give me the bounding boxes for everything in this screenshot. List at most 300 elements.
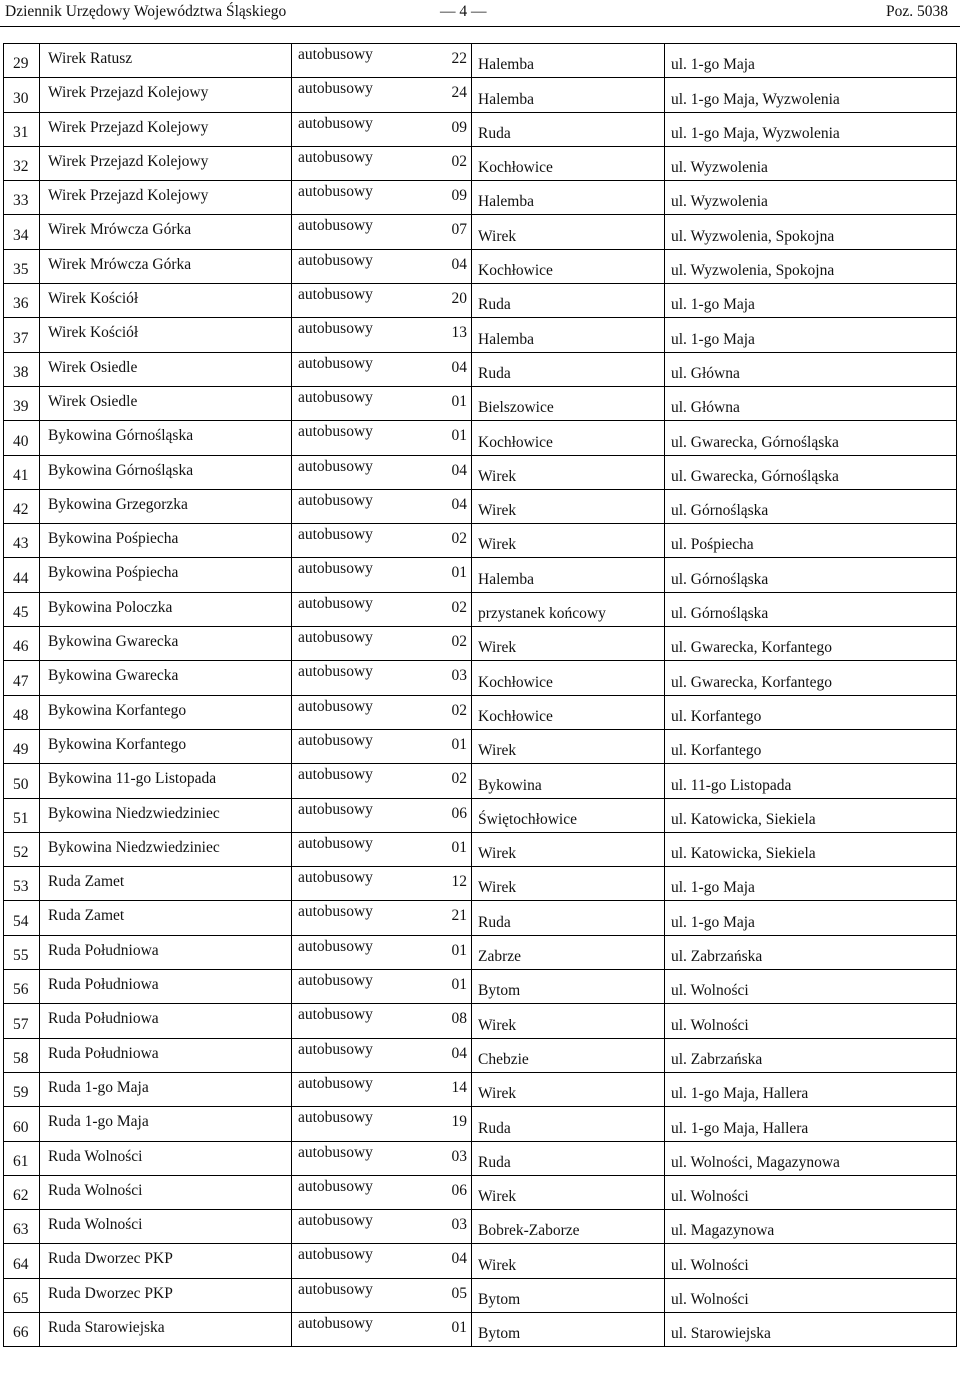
row-number-cell: [4, 764, 40, 798]
stop-type: autobusowy: [298, 1006, 373, 1024]
stop-type-cell: [292, 284, 472, 318]
street-cell: [665, 421, 957, 455]
table-row: [4, 935, 957, 969]
stop-name-cell: [40, 181, 292, 215]
street-cell: [665, 44, 957, 78]
stop-type-cell: [292, 386, 472, 420]
street-cell: [665, 1210, 957, 1244]
table-row: [4, 1278, 957, 1312]
row-number-cell: [4, 1244, 40, 1278]
row-number: 42: [13, 501, 29, 519]
table-row: [4, 1244, 957, 1278]
row-number: 49: [13, 741, 29, 759]
stop-type: autobusowy: [298, 217, 373, 235]
street-cell: [665, 1312, 957, 1346]
street: ul. Korfantego: [671, 707, 762, 725]
direction: Kochłowice: [478, 262, 553, 280]
row-number: 52: [13, 844, 29, 862]
direction: Wirek: [478, 227, 517, 245]
row-number-cell: [4, 1141, 40, 1175]
stop-post-number: 02: [451, 770, 467, 788]
stop-type: autobusowy: [298, 388, 373, 406]
row-number-cell: [4, 832, 40, 866]
stop-name-cell: [40, 1175, 292, 1209]
stop-type-cell: [292, 729, 472, 763]
stop-name-cell: [40, 249, 292, 283]
stop-name-cell: [40, 215, 292, 249]
direction-cell: [472, 1175, 665, 1209]
journal-title: Dziennik Urzędowy Województwa Śląskiego: [5, 3, 287, 20]
stop-type: autobusowy: [298, 526, 373, 544]
direction: Wirek: [478, 742, 517, 760]
street-cell: [665, 798, 957, 832]
street: ul. 1-go Maja: [671, 330, 755, 348]
row-number: 40: [13, 432, 29, 450]
direction: Ruda: [478, 296, 511, 314]
street-cell: [665, 627, 957, 661]
stop-type-cell: [292, 970, 472, 1004]
street-cell: [665, 935, 957, 969]
street-cell: [665, 592, 957, 626]
table-row: [4, 970, 957, 1004]
street-cell: [665, 181, 957, 215]
stop-name: Bykowina Grzegorzka: [48, 495, 188, 513]
stop-type: autobusowy: [298, 491, 373, 509]
stop-name: Wirek Mrówcza Górka: [48, 221, 192, 239]
stop-type-cell: [292, 1141, 472, 1175]
street: ul. Gwarecka, Korfantego: [671, 673, 832, 691]
direction: Bielszowice: [478, 399, 554, 417]
stop-name-cell: [40, 1141, 292, 1175]
row-number-cell: [4, 729, 40, 763]
direction: Bytom: [478, 1325, 521, 1343]
stop-name: Bykowina Korfantego: [48, 735, 187, 753]
direction-cell: [472, 592, 665, 626]
stop-name: Ruda Wolności: [48, 1216, 143, 1234]
direction: Ruda: [478, 913, 511, 931]
row-number-cell: [4, 1210, 40, 1244]
stop-post-number: 03: [451, 667, 467, 685]
stop-post-number: 01: [451, 564, 467, 582]
direction-cell: [472, 1072, 665, 1106]
direction-cell: [472, 1038, 665, 1072]
direction: Ruda: [478, 364, 511, 382]
stop-type: autobusowy: [298, 663, 373, 681]
stop-type-cell: [292, 455, 472, 489]
table-row: [4, 1072, 957, 1106]
stop-name: Wirek Przejazd Kolejowy: [48, 84, 209, 102]
table-row: [4, 146, 957, 180]
table-row: [4, 386, 957, 420]
direction: Wirek: [478, 639, 517, 657]
stop-post-number: 03: [451, 1147, 467, 1165]
street-cell: [665, 352, 957, 386]
row-number: 55: [13, 947, 29, 965]
stop-name: Bykowina 11-go Listopada: [48, 770, 217, 788]
stop-type-cell: [292, 592, 472, 626]
direction-cell: [472, 284, 665, 318]
stop-type: autobusowy: [298, 80, 373, 98]
stop-name: Bykowina Gwarecka: [48, 633, 179, 651]
direction-cell: [472, 1312, 665, 1346]
direction-cell: [472, 215, 665, 249]
stop-name: Ruda Południowa: [48, 976, 159, 994]
row-number: 29: [13, 55, 29, 73]
stop-name-cell: [40, 489, 292, 523]
stop-name: Ruda Zamet: [48, 873, 125, 891]
row-number-cell: [4, 695, 40, 729]
stop-type-cell: [292, 1278, 472, 1312]
stop-name: Wirek Kościół: [48, 324, 139, 342]
direction: Kochłowice: [478, 707, 553, 725]
stop-name: Bykowina Górnośląska: [48, 461, 194, 479]
street: ul. Wolności, Magazynowa: [671, 1153, 840, 1171]
street: ul. Katowicka, Siekiela: [671, 845, 816, 863]
stop-name: Bykowina Poloczka: [48, 598, 173, 616]
direction: Bytom: [478, 982, 521, 1000]
stop-type-cell: [292, 661, 472, 695]
table-row: [4, 1004, 957, 1038]
direction: Wirek: [478, 879, 517, 897]
street: ul. 1-go Maja, Hallera: [671, 1119, 809, 1137]
stop-type: autobusowy: [298, 1040, 373, 1058]
row-number: 46: [13, 638, 29, 656]
direction: Wirek: [478, 1188, 517, 1206]
row-number: 38: [13, 363, 29, 381]
stop-type: autobusowy: [298, 560, 373, 578]
street: ul. Górnośląska: [671, 502, 769, 520]
street: ul. Gwarecka, Górnośląska: [671, 467, 839, 485]
stop-name-cell: [40, 935, 292, 969]
direction: Ruda: [478, 1153, 511, 1171]
row-number-cell: [4, 901, 40, 935]
table-row: [4, 1038, 957, 1072]
stop-post-number: 06: [451, 804, 467, 822]
table-row: [4, 1312, 957, 1346]
street: ul. Główna: [671, 399, 740, 417]
stop-post-number: 02: [451, 701, 467, 719]
stop-type-cell: [292, 1175, 472, 1209]
direction: Wirek: [478, 1256, 517, 1274]
stop-post-number: 04: [451, 461, 467, 479]
row-number: 54: [13, 912, 29, 930]
row-number: 50: [13, 775, 29, 793]
street-cell: [665, 1004, 957, 1038]
row-number-cell: [4, 455, 40, 489]
table-row: [4, 524, 957, 558]
table-row: [4, 78, 957, 112]
row-number-cell: [4, 524, 40, 558]
direction-cell: [472, 661, 665, 695]
row-number-cell: [4, 1038, 40, 1072]
stop-type-cell: [292, 1210, 472, 1244]
stop-name-cell: [40, 832, 292, 866]
stop-post-number: 20: [451, 290, 467, 308]
street-cell: [665, 1107, 957, 1141]
row-number: 57: [13, 1015, 29, 1033]
stop-type: autobusowy: [298, 937, 373, 955]
stop-name: Wirek Przejazd Kolejowy: [48, 152, 209, 170]
stop-type-cell: [292, 1244, 472, 1278]
row-number: 59: [13, 1084, 29, 1102]
street: ul. Gwarecka, Górnośląska: [671, 433, 839, 451]
stop-type-cell: [292, 112, 472, 146]
stop-name: Bykowina Pośpiecha: [48, 564, 179, 582]
street-cell: [665, 455, 957, 489]
street-cell: [665, 524, 957, 558]
direction-cell: [472, 249, 665, 283]
street-cell: [665, 112, 957, 146]
table-row: [4, 1210, 957, 1244]
stop-name-cell: [40, 1038, 292, 1072]
stop-type-cell: [292, 44, 472, 78]
direction: Bytom: [478, 1290, 521, 1308]
stop-name-cell: [40, 44, 292, 78]
street-cell: [665, 215, 957, 249]
table-row: [4, 1175, 957, 1209]
row-number-cell: [4, 867, 40, 901]
row-number-cell: [4, 1107, 40, 1141]
street: ul. Pośpiecha: [671, 536, 754, 554]
stop-type-cell: [292, 78, 472, 112]
stop-post-number: 04: [451, 1044, 467, 1062]
street: ul. Wyzwolenia: [671, 159, 768, 177]
stop-name-cell: [40, 421, 292, 455]
street: ul. 1-go Maja: [671, 879, 755, 897]
street-cell: [665, 661, 957, 695]
stop-type: autobusowy: [298, 457, 373, 475]
direction-cell: [472, 1107, 665, 1141]
direction: Kochłowice: [478, 673, 553, 691]
table-row: [4, 798, 957, 832]
direction: Chebzie: [478, 1050, 529, 1068]
stop-name-cell: [40, 352, 292, 386]
stop-post-number: 21: [451, 907, 467, 925]
row-number-cell: [4, 386, 40, 420]
stop-type: autobusowy: [298, 766, 373, 784]
stop-type-cell: [292, 318, 472, 352]
stop-name-cell: [40, 78, 292, 112]
row-number-cell: [4, 181, 40, 215]
row-number-cell: [4, 78, 40, 112]
street: ul. Korfantego: [671, 742, 762, 760]
stop-type: autobusowy: [298, 423, 373, 441]
row-number: 66: [13, 1324, 29, 1342]
street: ul. Zabrzańska: [671, 948, 763, 966]
header-divider: [0, 26, 960, 27]
stop-type-cell: [292, 1072, 472, 1106]
row-number: 35: [13, 261, 29, 279]
stop-name-cell: [40, 867, 292, 901]
stop-type: autobusowy: [298, 1280, 373, 1298]
direction: Wirek: [478, 536, 517, 554]
street-cell: [665, 1038, 957, 1072]
row-number-cell: [4, 1072, 40, 1106]
stop-name-cell: [40, 970, 292, 1004]
table-row: [4, 558, 957, 592]
stop-name: Bykowina Gwarecka: [48, 667, 179, 685]
stop-type: autobusowy: [298, 594, 373, 612]
stop-post-number: 01: [451, 976, 467, 994]
stop-post-number: 19: [451, 1113, 467, 1131]
street-cell: [665, 1072, 957, 1106]
stop-name-cell: [40, 764, 292, 798]
stop-name-cell: [40, 112, 292, 146]
stop-name-cell: [40, 1107, 292, 1141]
direction: Halemba: [478, 330, 534, 348]
stop-name: Ruda Starowiejska: [48, 1318, 165, 1336]
direction-cell: [472, 695, 665, 729]
stop-name-cell: [40, 1312, 292, 1346]
street: ul. 1-go Maja, Hallera: [671, 1085, 809, 1103]
row-number-cell: [4, 249, 40, 283]
row-number-cell: [4, 592, 40, 626]
street-cell: [665, 832, 957, 866]
stop-name: Ruda Południowa: [48, 1010, 159, 1028]
table-row: [4, 1107, 957, 1141]
stop-type-cell: [292, 1107, 472, 1141]
street: ul. Gwarecka, Korfantego: [671, 639, 832, 657]
stop-post-number: 24: [451, 84, 467, 102]
street-cell: [665, 249, 957, 283]
table-row: [4, 489, 957, 523]
direction-cell: [472, 832, 665, 866]
direction-cell: [472, 112, 665, 146]
street: ul. 1-go Maja, Wyzwolenia: [671, 90, 840, 108]
street-cell: [665, 489, 957, 523]
stop-name-cell: [40, 1210, 292, 1244]
street: ul. Główna: [671, 364, 740, 382]
row-number-cell: [4, 146, 40, 180]
row-number-cell: [4, 661, 40, 695]
stop-name: Bykowina Korfantego: [48, 701, 187, 719]
stop-type-cell: [292, 1004, 472, 1038]
stop-name: Wirek Osiedle: [48, 392, 138, 410]
direction: Halemba: [478, 193, 534, 211]
stop-post-number: 02: [451, 598, 467, 616]
stop-post-number: 06: [451, 1181, 467, 1199]
direction-cell: [472, 524, 665, 558]
stop-post-number: 01: [451, 427, 467, 445]
stop-name: Ruda Wolności: [48, 1147, 143, 1165]
table-row: [4, 215, 957, 249]
table-row: [4, 249, 957, 283]
stop-post-number: 14: [451, 1078, 467, 1096]
table-row: [4, 284, 957, 318]
row-number: 51: [13, 809, 29, 827]
street-cell: [665, 78, 957, 112]
direction-cell: [472, 386, 665, 420]
direction: Ruda: [478, 124, 511, 142]
table-row: [4, 695, 957, 729]
street: ul. Magazynowa: [671, 1222, 775, 1240]
stop-type: autobusowy: [298, 286, 373, 304]
row-number-cell: [4, 558, 40, 592]
table-row: [4, 44, 957, 78]
direction: Halemba: [478, 570, 534, 588]
street: ul. Wolności: [671, 1188, 749, 1206]
street: ul. Katowicka, Siekiela: [671, 810, 816, 828]
stop-type-cell: [292, 798, 472, 832]
stop-name: Ruda Wolności: [48, 1181, 143, 1199]
stop-name-cell: [40, 524, 292, 558]
street: ul. 1-go Maja: [671, 56, 755, 74]
row-number: 36: [13, 295, 29, 313]
stop-name: Ruda Dworzec PKP: [48, 1250, 173, 1268]
direction: przystanek końcowy: [478, 605, 606, 623]
row-number-cell: [4, 284, 40, 318]
stop-type-cell: [292, 1038, 472, 1072]
direction: Bykowina: [478, 776, 542, 794]
stop-name: Wirek Osiedle: [48, 358, 138, 376]
stop-type-cell: [292, 695, 472, 729]
stop-type: autobusowy: [298, 148, 373, 166]
direction: Halemba: [478, 56, 534, 74]
direction-cell: [472, 935, 665, 969]
stop-name-cell: [40, 455, 292, 489]
street-cell: [665, 867, 957, 901]
row-number-cell: [4, 1175, 40, 1209]
stop-post-number: 04: [451, 255, 467, 273]
stop-name-cell: [40, 798, 292, 832]
table-row: [4, 661, 957, 695]
stop-name: Ruda Dworzec PKP: [48, 1284, 173, 1302]
direction-cell: [472, 181, 665, 215]
table-row: [4, 352, 957, 386]
street: ul. Zabrzańska: [671, 1050, 763, 1068]
table-row: [4, 318, 957, 352]
direction: Bobrek-Zaborze: [478, 1222, 580, 1240]
stop-name-cell: [40, 1278, 292, 1312]
direction: Świętochłowice: [478, 810, 578, 828]
stop-name-cell: [40, 146, 292, 180]
stop-type: autobusowy: [298, 1177, 373, 1195]
stop-post-number: 09: [451, 187, 467, 205]
street: ul. Górnośląska: [671, 570, 769, 588]
stop-name: Wirek Mrówcza Górka: [48, 255, 192, 273]
row-number: 62: [13, 1187, 29, 1205]
direction: Kochłowice: [478, 159, 553, 177]
stop-post-number: 02: [451, 152, 467, 170]
street: ul. 1-go Maja: [671, 296, 755, 314]
stop-name: Bykowina Niedzwiedziniec: [48, 804, 220, 822]
row-number: 47: [13, 672, 29, 690]
street-cell: [665, 970, 957, 1004]
table-row: [4, 1141, 957, 1175]
stop-type-cell: [292, 558, 472, 592]
stop-name-cell: [40, 627, 292, 661]
stop-name-cell: [40, 1244, 292, 1278]
direction-cell: [472, 1244, 665, 1278]
row-number: 60: [13, 1118, 29, 1136]
stop-post-number: 13: [451, 324, 467, 342]
street-cell: [665, 729, 957, 763]
stop-name: Bykowina Pośpiecha: [48, 530, 179, 548]
stop-name-cell: [40, 729, 292, 763]
direction: Ruda: [478, 1119, 511, 1137]
street-cell: [665, 318, 957, 352]
table-row: [4, 832, 957, 866]
street-cell: [665, 695, 957, 729]
stop-post-number: 12: [451, 873, 467, 891]
stop-name-cell: [40, 592, 292, 626]
stop-type: autobusowy: [298, 903, 373, 921]
street: ul. 11-go Listopada: [671, 776, 792, 794]
direction: Kochłowice: [478, 433, 553, 451]
stop-type-cell: [292, 1312, 472, 1346]
row-number: 63: [13, 1221, 29, 1239]
stop-post-number: 22: [451, 50, 467, 67]
